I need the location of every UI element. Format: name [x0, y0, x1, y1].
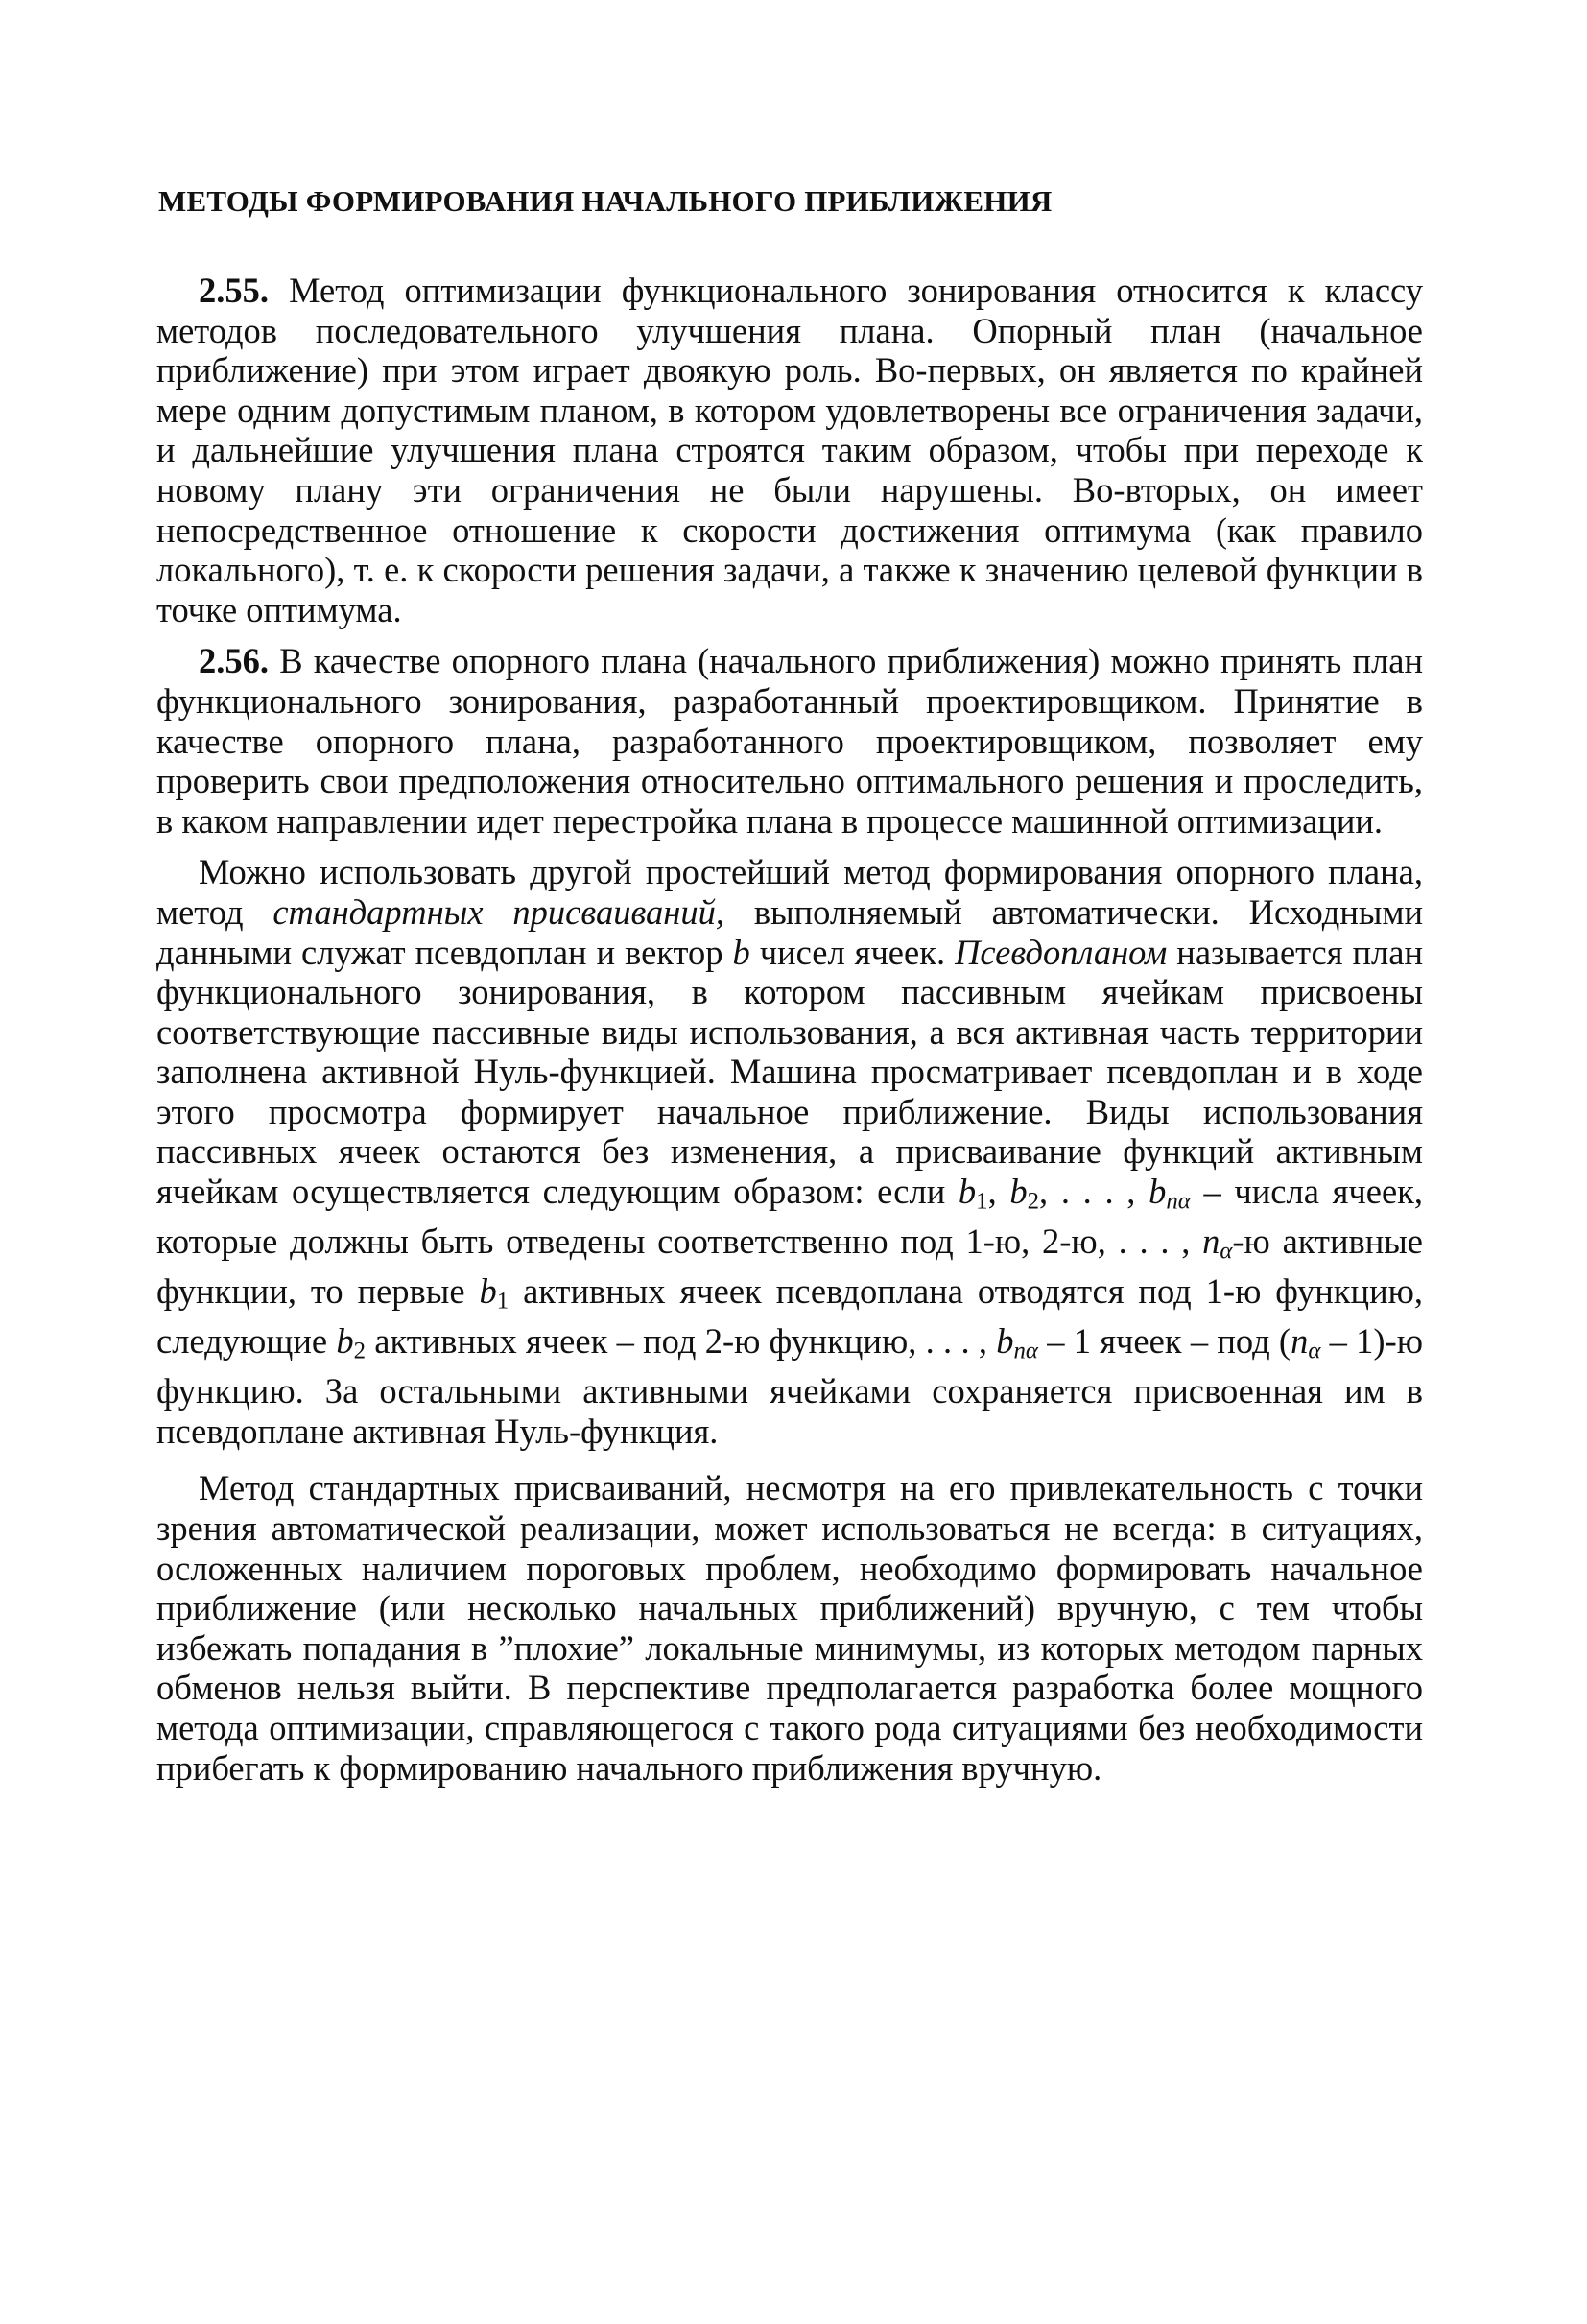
- math-subscript: 1: [496, 1288, 509, 1315]
- paragraph-2-55: [156, 271, 1423, 629]
- text-segment: Можно использовать другой простейший метод формирования опорного плана, метод: [156, 852, 1423, 932]
- paragraph-text: Метод оптимизации функционального зонирования относится к классу методов последовательного улучшения плана. Опорный план (начальное приближение) при этом играет двоякую роль. Во-первых, он является по крайней мере одним допустимым планом, в котором удовлетворены все ограничения задачи, и дальнейшие улучшения плана строятся таким образом, чтобы при переходе к новому плану эти ограничения не были нарушены. Во-вторых, он имеет непосредственное отношение к скорости достижения оптимума (как правило локального), т. е. к скорости решения задачи, а также к значению целевой функции в точке оптимума.: [156, 271, 1423, 629]
- text-segment: -ю активные функции, то первые: [156, 1221, 1423, 1312]
- text-segment: – 1)-ю функцию. За остальными активными ячейками сохраняется присвоенная им в псевдоплане активная Нуль-функция.: [156, 1321, 1424, 1451]
- math-subscript: 1: [976, 1188, 988, 1215]
- text-segment: , . . . ,: [1039, 1172, 1149, 1212]
- italic-term: Псевдопланом: [955, 932, 1168, 972]
- math-symbol: b: [1009, 1172, 1028, 1212]
- text-segment: называется план функционального зонирования, в котором пассивным ячейкам присвоены соответствующие пассивные виды использования, а вся активная часть территории заполнена активной Нуль-функцией. Машина просматривает псевдоплан и в ходе этого просмотра формирует начальное приближение. Виды использования пассивных ячеек остаются без изменения, а присваивание функций активным ячейкам осуществляется следующим образом: если: [156, 932, 1423, 1212]
- paragraph-text: В качестве опорного плана (начального приближения) можно принять план функционального зонирования, разработанный проектировщиком. Принятие в качестве опорного плана, разработанного проектировщиком, позволяет ему проверить свои предположения относительно оптимального решения и проследить, в каком направлении идет перестройка плана в процессе машинной оптимизации.: [156, 641, 1423, 841]
- math-subscript: 2: [1027, 1188, 1040, 1215]
- text-segment: выполняемый автоматически. Исходными данными служат псевдоплан и вектор: [156, 891, 1424, 972]
- text-segment: ,: [987, 1172, 1010, 1212]
- paragraph-number: 2.56.: [199, 641, 269, 681]
- math-symbol: b: [732, 932, 750, 972]
- paragraph-number: 2.55.: [199, 271, 269, 310]
- body-text: [156, 271, 1423, 1788]
- math-symbol: b: [996, 1321, 1014, 1362]
- text-segment: – 1 ячеек – под (: [1037, 1321, 1291, 1362]
- math-subscript: 2: [353, 1338, 366, 1364]
- math-symbol: b: [336, 1321, 354, 1362]
- document-page: [156, 182, 1423, 1788]
- math-subscript: α: [1308, 1338, 1321, 1364]
- paragraph-2-56: [156, 641, 1423, 841]
- paragraph-method-limitations: [156, 1468, 1423, 1788]
- math-symbol: b: [1149, 1172, 1167, 1212]
- section-heading: МЕТОДЫ ФОРМИРОВАНИЯ НАЧАЛЬНОГО ПРИБЛИЖЕНИЯ: [158, 184, 1053, 218]
- math-subscript: nα: [1013, 1338, 1038, 1364]
- math-symbol: b: [958, 1172, 977, 1212]
- text-segment: активных ячеек псевдоплана отводятся под 1-ю функцию, следующие: [156, 1271, 1423, 1362]
- math-symbol: n: [1291, 1321, 1309, 1362]
- italic-term: стандартных присваиваний,: [272, 891, 725, 932]
- math-subscript: nα: [1166, 1188, 1191, 1215]
- text-segment: активных ячеек – под 2-ю функцию, . . . ,: [366, 1321, 997, 1362]
- paragraph-text: Метод стандартных присваиваний, несмотря на его привлекательность с точки зрения автоматической реализации, может использоваться не всегда: в ситуациях, осложенных наличием пороговых проблем, необходимо формировать начальное приближение (или несколько начальных приближений) вручную, с тем чтобы избежать попадания в ”плохие” локальные минимумы, из которых методом парных обменов нельзя выйти. В перспективе предполагается разработка более мощного метода оптимизации, справляющегося с такого рода ситуациями без необходимости прибегать к формированию начального приближения вручную.: [156, 1468, 1423, 1788]
- paragraph-standard-assignments: [156, 852, 1423, 1451]
- text-segment: – числа ячеек, которые должны быть отведены соответственно под 1-ю, 2-ю, . . . ,: [156, 1172, 1424, 1262]
- math-subscript: α: [1220, 1238, 1233, 1265]
- math-symbol: n: [1202, 1221, 1220, 1262]
- math-symbol: b: [479, 1271, 497, 1312]
- text-segment: чисел ячеек.: [749, 932, 956, 972]
